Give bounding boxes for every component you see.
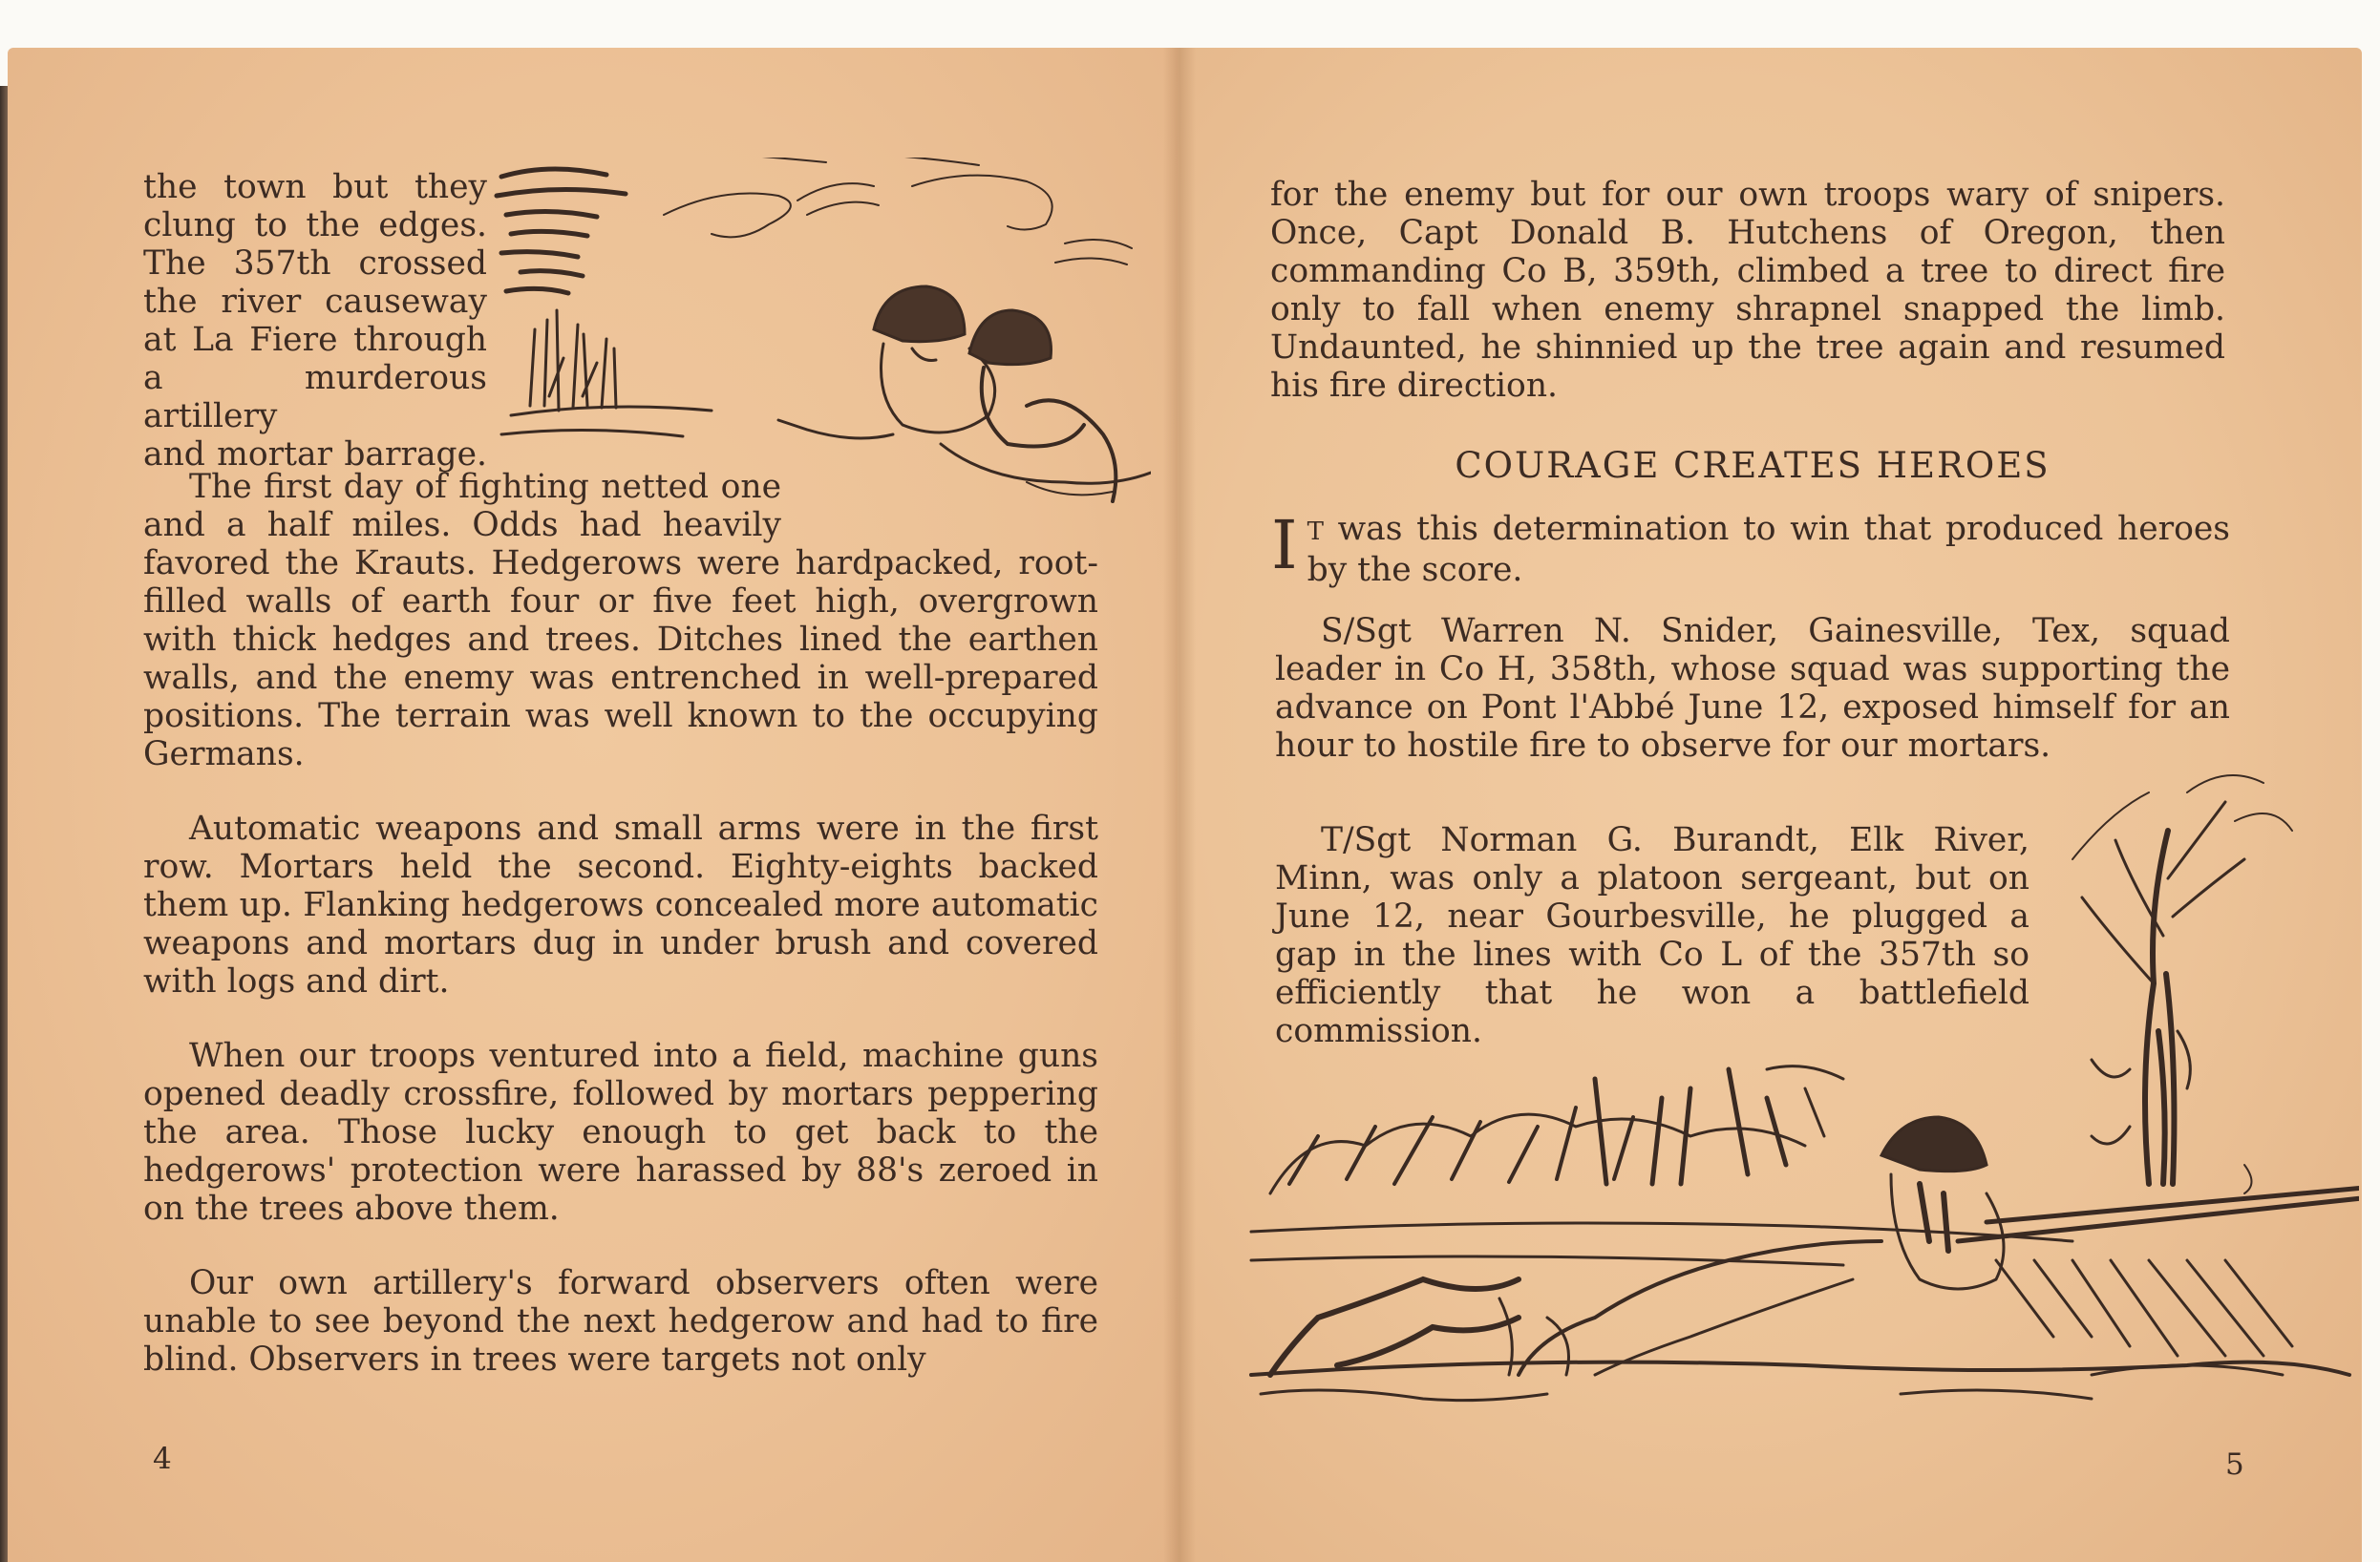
paragraph: S/Sgt Warren N. Snider, Gainesville, Tex, squad leader in Co H, 358th, whose squad was supporting the advance on Pont l'Abbé June 12, exposed himself for an hour to hostile fire to observe for our mortars.: [1275, 612, 2230, 765]
page-number-right: 5: [2225, 1447, 2244, 1482]
dropcap: I: [1271, 506, 1298, 584]
right-body: [1271, 506, 2230, 765]
soldiers-sketch: [492, 158, 1151, 520]
paragraph-dropcap: [1271, 506, 2230, 589]
page-number-left: 4: [153, 1442, 172, 1476]
paragraph: Our own artillery's forward observers often were unable to see beyond the next hedgerow and had to fire blind. Observers in trees were targets not only: [143, 1264, 1098, 1379]
wrap-line: the town but they: [143, 168, 487, 206]
wrap-line: at La Fiere through: [143, 321, 487, 359]
wrap-line: a murderous artillery: [143, 359, 487, 435]
rifleman-sketch: [1232, 745, 2359, 1413]
paragraph: T/Sgt Norman G. Burandt, Elk River, Minn, was only a platoon sergeant, but on June 12, near Gourbesville, he plugged a gap in the lines with Co L of the 357th so efficiently that he won a battlefield commission.: [1275, 821, 2029, 1050]
left-wrap-text: [143, 168, 487, 474]
section-heading: COURAGE CREATES HEROES: [1455, 445, 2051, 486]
paragraph-lead: The first day of fighting netted one and a half miles. Odds had heavily: [143, 468, 781, 544]
paragraph: Automatic weapons and small arms were in the first row. Mortars held the second. Eighty-eights backed them up. Flanking hedgerows concealed more automatic weapons and mortars dug in under brush and covered with logs and dirt.: [143, 810, 1098, 1001]
paragraph: When our troops ventured into a field, machine guns opened deadly crossfire, followed by mortars peppering the area. Those lucky enough to get back to the hedgerows' protection were harassed by 88's zeroed in on the trees above them.: [143, 1037, 1098, 1228]
wrap-line: The 357th crossed: [143, 244, 487, 283]
left-body: [143, 468, 1098, 1379]
binding-gutter: [1163, 48, 1196, 1562]
paragraph: favored the Krauts. Hedgerows were hardpacked, root-filled walls of earth four or five feet high, overgrown with thick hedges and trees. Ditches lined the earthen walls, and the enemy was entrenched in well-prepared positions. The terrain was well known to the occupying Germans.: [143, 544, 1098, 773]
wrap-line: clung to the edges.: [143, 206, 487, 244]
wrap-line: and mortar barrage.: [143, 435, 487, 474]
dropcap-tail: T: [1307, 517, 1324, 546]
right-top-text: [1270, 176, 2225, 405]
paragraph: for the enemy but for our own troops wary of snipers. Once, Capt Donald B. Hutchens of Oregon, then commanding Co B, 359th, climbed a tree to direct fire only to fall when enemy shrapnel snapped the limb. Undaunted, he shinnied up the tree again and resumed his fire direction.: [1270, 176, 2225, 405]
wrap-line: the river causeway: [143, 283, 487, 321]
paragraph-text: was this determination to win that produced heroes by the score.: [1307, 510, 2230, 589]
